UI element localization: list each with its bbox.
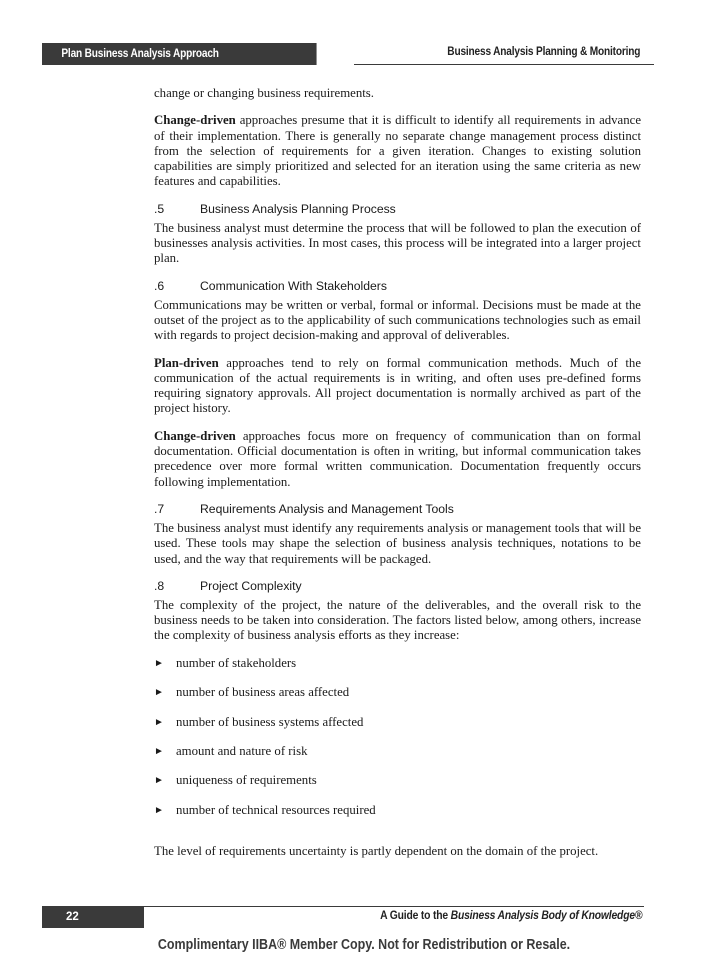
triangle-bullet-icon: ► — [154, 716, 164, 728]
section-number: .7 — [154, 501, 165, 516]
section-heading-5 — [154, 202, 641, 217]
section-number: .5 — [154, 201, 165, 216]
page-number: 22 — [42, 906, 144, 928]
paragraph-planning-process: The business analyst must determine the process that will be followed to plan the execution of businesses analysis activities. In most cases, this process will be integrated into a larger project plan. — [154, 220, 641, 266]
triangle-bullet-icon: ► — [154, 745, 164, 757]
paragraph-change-driven: Change-driven approaches presume that it is difficult to identify all requirements in advance of their implementation. There is generally no separate change management process distinct from the selection of requirements for a given iteration. Changes to existing solution capabilities are simply prioritized and selected for an iteration using the same criteria as new features and capabilities. — [154, 113, 641, 189]
list-item: ► number of technical resources required — [154, 803, 641, 832]
list-item: ► number of business areas affected — [154, 685, 641, 714]
running-footer: A Guide to the Business Analysis Body of Knowledge® — [379, 910, 642, 922]
list-item: ► uniqueness of requirements — [154, 773, 641, 802]
triangle-bullet-icon: ► — [154, 804, 164, 816]
section-heading-7 — [154, 502, 641, 517]
complexity-factor-list — [154, 656, 641, 832]
section-title: Business Analysis Planning Process — [200, 201, 396, 216]
term-plan-driven: Plan-driven — [154, 355, 219, 370]
paragraph-change-driven-communication: Change-driven approaches focus more on frequency of communication than on formal documentation. Official documentation is often in writing, but informal communication takes precedence over more formal written communication. Documentation frequently occurs following implementation. — [154, 428, 641, 489]
term-change-driven: Change-driven — [154, 428, 236, 443]
paragraph-plan-driven: Plan-driven approaches tend to rely on formal communication methods. Much of the communication of the actual requirements is in writing, and often uses pre-defined forms requiring signatory approvals. All project documentation is normally archived as part of the project history. — [154, 355, 641, 416]
triangle-bullet-icon: ► — [154, 657, 164, 669]
paragraph-closing: The level of requirements uncertainty is partly dependent on the domain of the project. — [154, 844, 599, 859]
paragraph-complexity: The complexity of the project, the nature of the deliverables, and the overall risk to the business needs to be taken into consideration. The factors listed below, among others, increase the complexity of business analysis efforts as they increase: — [154, 597, 641, 643]
triangle-bullet-icon: ► — [154, 775, 164, 787]
section-heading-6 — [154, 279, 641, 294]
paragraph-communications: Communications may be written or verbal, formal or informal. Decisions must be made at the outset of the project as to the applicability of such communications technologies such as email with regards to project decision-making and approval of deliverables. — [154, 297, 641, 343]
triangle-bullet-icon: ► — [154, 687, 164, 699]
member-copy-notice: Complimentary IIBA® Member Copy. Not for Redistribution or Resale. — [157, 937, 571, 953]
paragraph-tools: The business analyst must identify any requirements analysis or management tools that will be used. These tools may shape the selection of business analysis techniques, notations to be used, and the way that requirements will be packaged. — [154, 520, 641, 566]
header-rule — [354, 64, 654, 65]
section-title: Requirements Analysis and Management Tools — [200, 501, 454, 516]
section-heading-8 — [154, 579, 641, 594]
section-title: Project Complexity — [200, 578, 302, 593]
list-item: ► amount and nature of risk — [154, 744, 641, 773]
list-item: ► number of stakeholders — [154, 656, 641, 685]
book-title: Business Analysis Body of Knowledge® — [450, 910, 642, 922]
list-item: ► number of business systems affected — [154, 715, 641, 744]
term-change-driven: Change-driven — [154, 113, 236, 128]
paragraph-continuation: change or changing business requirements. — [154, 86, 374, 100]
section-title: Communication With Stakeholders — [200, 278, 387, 293]
running-header-right: Business Analysis Planning & Monitoring — [447, 46, 640, 58]
footer-rule — [144, 906, 644, 907]
running-header-left: Plan Business Analysis Approach — [42, 43, 317, 65]
section-number: .6 — [154, 278, 165, 293]
page-body — [154, 86, 641, 871]
section-number: .8 — [154, 578, 165, 593]
